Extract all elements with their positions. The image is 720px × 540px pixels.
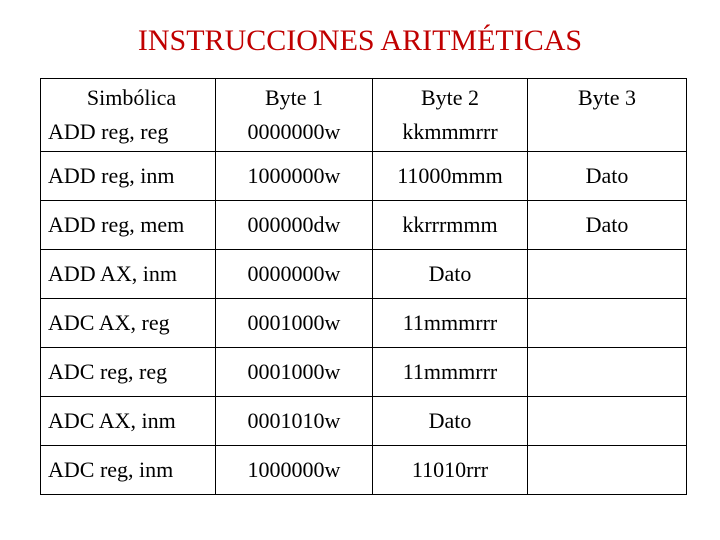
cell-byte2: 11mmmrrr [373, 299, 528, 348]
cell-byte2: Dato [373, 397, 528, 446]
instruction-table [40, 78, 687, 495]
header-byte1: Byte 1 [264, 85, 324, 110]
cell-byte1: 1000000w [216, 446, 373, 495]
table-row [41, 79, 687, 152]
cell-byte2: 11mmmrrr [373, 348, 528, 397]
cell-byte1: 0001000w [216, 348, 373, 397]
cell-byte2: kkmmmrrr [402, 119, 498, 144]
table-row [41, 201, 687, 250]
cell-symbolic: ADD reg, mem [41, 201, 216, 250]
header-symbolic: Simbólica [86, 85, 177, 110]
table-row [41, 152, 687, 201]
cell-byte3 [528, 299, 687, 348]
table-row [41, 397, 687, 446]
cell-byte1: 0000000w [216, 250, 373, 299]
table-row [41, 299, 687, 348]
cell-symbolic-header [41, 79, 216, 152]
cell-byte3: Dato [528, 152, 687, 201]
cell-byte1: 0001010w [216, 397, 373, 446]
table-row [41, 446, 687, 495]
cell-symbolic: ADC AX, reg [41, 299, 216, 348]
cell-byte2: 11000mmm [373, 152, 528, 201]
cell-byte1: 000000dw [216, 201, 373, 250]
cell-byte2: 11010rrr [373, 446, 528, 495]
header-byte2: Byte 2 [420, 85, 480, 110]
cell-byte3 [528, 446, 687, 495]
cell-symbolic: ADD reg, reg [48, 119, 169, 144]
cell-byte2: kkrrrmmm [373, 201, 528, 250]
cell-byte2: Dato [373, 250, 528, 299]
cell-byte3 [528, 397, 687, 446]
cell-byte1: 1000000w [216, 152, 373, 201]
cell-byte1-header [216, 79, 373, 152]
page-title: INSTRUCCIONES ARITMÉTICAS [137, 24, 583, 57]
cell-symbolic: ADD AX, inm [41, 250, 216, 299]
table-row [41, 250, 687, 299]
cell-symbolic: ADD reg, inm [41, 152, 216, 201]
table-row [41, 348, 687, 397]
cell-byte3: Dato [528, 201, 687, 250]
cell-byte3 [528, 250, 687, 299]
cell-symbolic: ADC reg, inm [41, 446, 216, 495]
cell-symbolic: ADC reg, reg [41, 348, 216, 397]
cell-byte3 [528, 348, 687, 397]
header-byte3: Byte 3 [577, 85, 637, 110]
cell-symbolic: ADC AX, inm [41, 397, 216, 446]
cell-byte1: 0000000w [247, 119, 341, 144]
cell-byte2-header [373, 79, 528, 152]
cell-byte1: 0001000w [216, 299, 373, 348]
cell-byte3-header [528, 79, 687, 152]
